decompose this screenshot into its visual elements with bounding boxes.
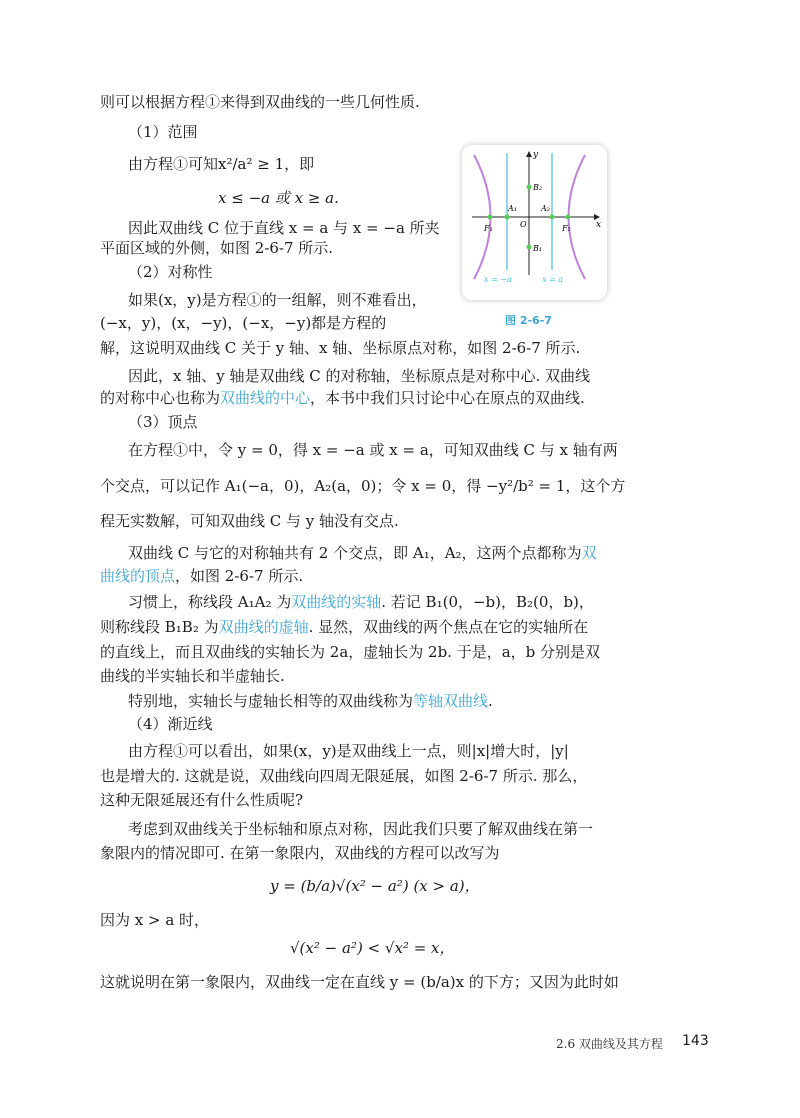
point-A2 (550, 215, 555, 220)
heading-vertex: （3）顶点 (128, 413, 198, 431)
text-line-12 (100, 388, 585, 408)
text-line-29: 象限内的情况即可. 在第一象限内，双曲线的方程可以改写为 (100, 844, 500, 862)
text-line-21: 的直线上，而且双曲线的实轴长为 2a，虚轴长为 2b. 于是，a，b 分别是双 (100, 643, 601, 661)
label-y: y (533, 150, 539, 160)
label-x-pos-a: x = a (542, 275, 564, 284)
text-line-25: 由方程①可以看出，如果(x，y)是双曲线上一点，则|x|增大时，|y| (128, 742, 569, 760)
point-F2 (566, 215, 571, 220)
text-segment: 特别地，实轴长与虚轴长相等的双曲线称为 (128, 692, 414, 710)
text-line-5: 因此双曲线 C 位于直线 x = a 与 x = −a 所夹 (128, 219, 440, 237)
text-line-19 (128, 592, 594, 612)
term-vertex-part: 双 (581, 544, 597, 562)
label-F1: F₁ (484, 224, 493, 233)
point-B2 (527, 185, 532, 190)
text-line-3: 由方程①可知x²/a² ≥ 1，即 (128, 155, 315, 173)
label-B2: B₂ (533, 183, 543, 192)
equation-first-quadrant: y = (b/a)√(x² − a²) (x > a)， (270, 877, 480, 895)
text-segment: . 若记 B₁(0，−b)，B₂(0，b)， (381, 593, 594, 611)
text-line-11: 因此，x 轴、y 轴是双曲线 C 的对称轴，坐标原点是对称中心. 双曲线 (128, 367, 591, 385)
label-F2: F₂ (562, 224, 571, 233)
point-B1 (527, 245, 532, 250)
text-line-10: 解，这说明双曲线 C 关于 y 轴、x 轴、坐标原点对称，如图 2-6-7 所示. (100, 339, 581, 357)
text-segment: ，本书中我们只讨论中心在原点的双曲线. (310, 389, 585, 407)
section-label: 2.6 双曲线及其方程 (556, 1037, 663, 1051)
text-line-26: 也是增大的. 这就是说，双曲线向四周无限延展，如图 2-6-7 所示. 那么， (100, 767, 588, 785)
text-line-28: 考虑到双曲线关于坐标轴和原点对称，因此我们只要了解双曲线在第一 (128, 820, 594, 838)
hyperbola-diagram (462, 145, 607, 300)
text-line-9: (−x，y)，(x，−y)，(−x，−y)都是方程的 (100, 314, 387, 332)
text-line-31: 因为 x > a 时， (100, 911, 210, 929)
page-number: 143 (682, 1033, 709, 1049)
term-imaginary-axis: 双曲线的虚轴 (218, 618, 309, 636)
text-line-17 (128, 543, 597, 563)
term-real-axis: 双曲线的实轴 (291, 593, 382, 611)
hyperbola-figure (462, 145, 607, 300)
text-segment: ，如图 2-6-7 所示. (175, 567, 304, 585)
heading-range: （1）范围 (128, 123, 198, 141)
y-axis-arrow (526, 151, 532, 157)
text-segment: . (488, 692, 493, 710)
text-line-27: 这种无限延展还有什么性质呢? (100, 791, 304, 809)
text-line-8: 如果(x，y)是方程①的一组解，则不难看出， (128, 291, 427, 309)
term-vertex: 曲线的顶点 (100, 567, 176, 585)
text-segment: 则称线段 B₁B₂ 为 (100, 618, 219, 636)
label-B1: B₁ (533, 244, 543, 253)
text-line-20 (100, 617, 588, 637)
term-equilateral-hyperbola: 等轴双曲线 (413, 692, 489, 710)
text-segment: . 显然，双曲线的两个焦点在它的实轴所在 (308, 618, 589, 636)
text-line-18 (100, 566, 303, 586)
label-x: x (596, 220, 602, 230)
text-line-23 (128, 691, 493, 711)
label-x-neg-a: x = −a (484, 275, 512, 284)
label-A2: A₂ (541, 204, 550, 213)
text-line-14: 在方程①中，令 y = 0，得 x = −a 或 x = a，可知双曲线 C 与 x 轴有两 (128, 441, 618, 459)
point-A1 (505, 215, 510, 220)
figure-caption: 图 2-6-7 (505, 314, 552, 327)
label-origin: O (520, 220, 527, 229)
text-line-33: 这就说明在第一象限内，双曲线一定在直线 y = (b/a)x 的下方；又因为此时如 (100, 973, 619, 991)
term-hyperbola-center: 双曲线的中心 (220, 389, 311, 407)
text-line-6: 平面区域的外侧，如图 2-6-7 所示. (100, 239, 334, 257)
inequality-range: x ≤ −a 或 x ≥ a. (218, 189, 339, 207)
text-line-1: 则可以根据方程①来得到双曲线的一些几何性质. (100, 93, 420, 111)
text-segment: 的对称中心也称为 (100, 389, 221, 407)
text-line-15: 个交点，可以记作 A₁(−a，0)，A₂(a，0)；令 x = 0，得 −y²/b² = 1，这个方 (100, 477, 626, 495)
text-segment: 双曲线 C 与它的对称轴共有 2 个交点，即 A₁，A₂，这两个点都称为 (128, 544, 582, 562)
text-line-22: 曲线的半实轴长和半虚轴长. (100, 667, 285, 685)
point-F1 (488, 215, 493, 220)
text-line-16: 程无实数解，可知双曲线 C 与 y 轴没有交点. (100, 512, 399, 530)
text-segment: 习惯上，称线段 A₁A₂ 为 (128, 593, 292, 611)
heading-symmetry: （2）对称性 (128, 263, 213, 281)
label-A1: A₁ (508, 204, 517, 213)
heading-asymptote: （4）渐近线 (128, 715, 213, 733)
inequality-sqrt: √(x² − a²) < √x² = x， (290, 939, 455, 957)
